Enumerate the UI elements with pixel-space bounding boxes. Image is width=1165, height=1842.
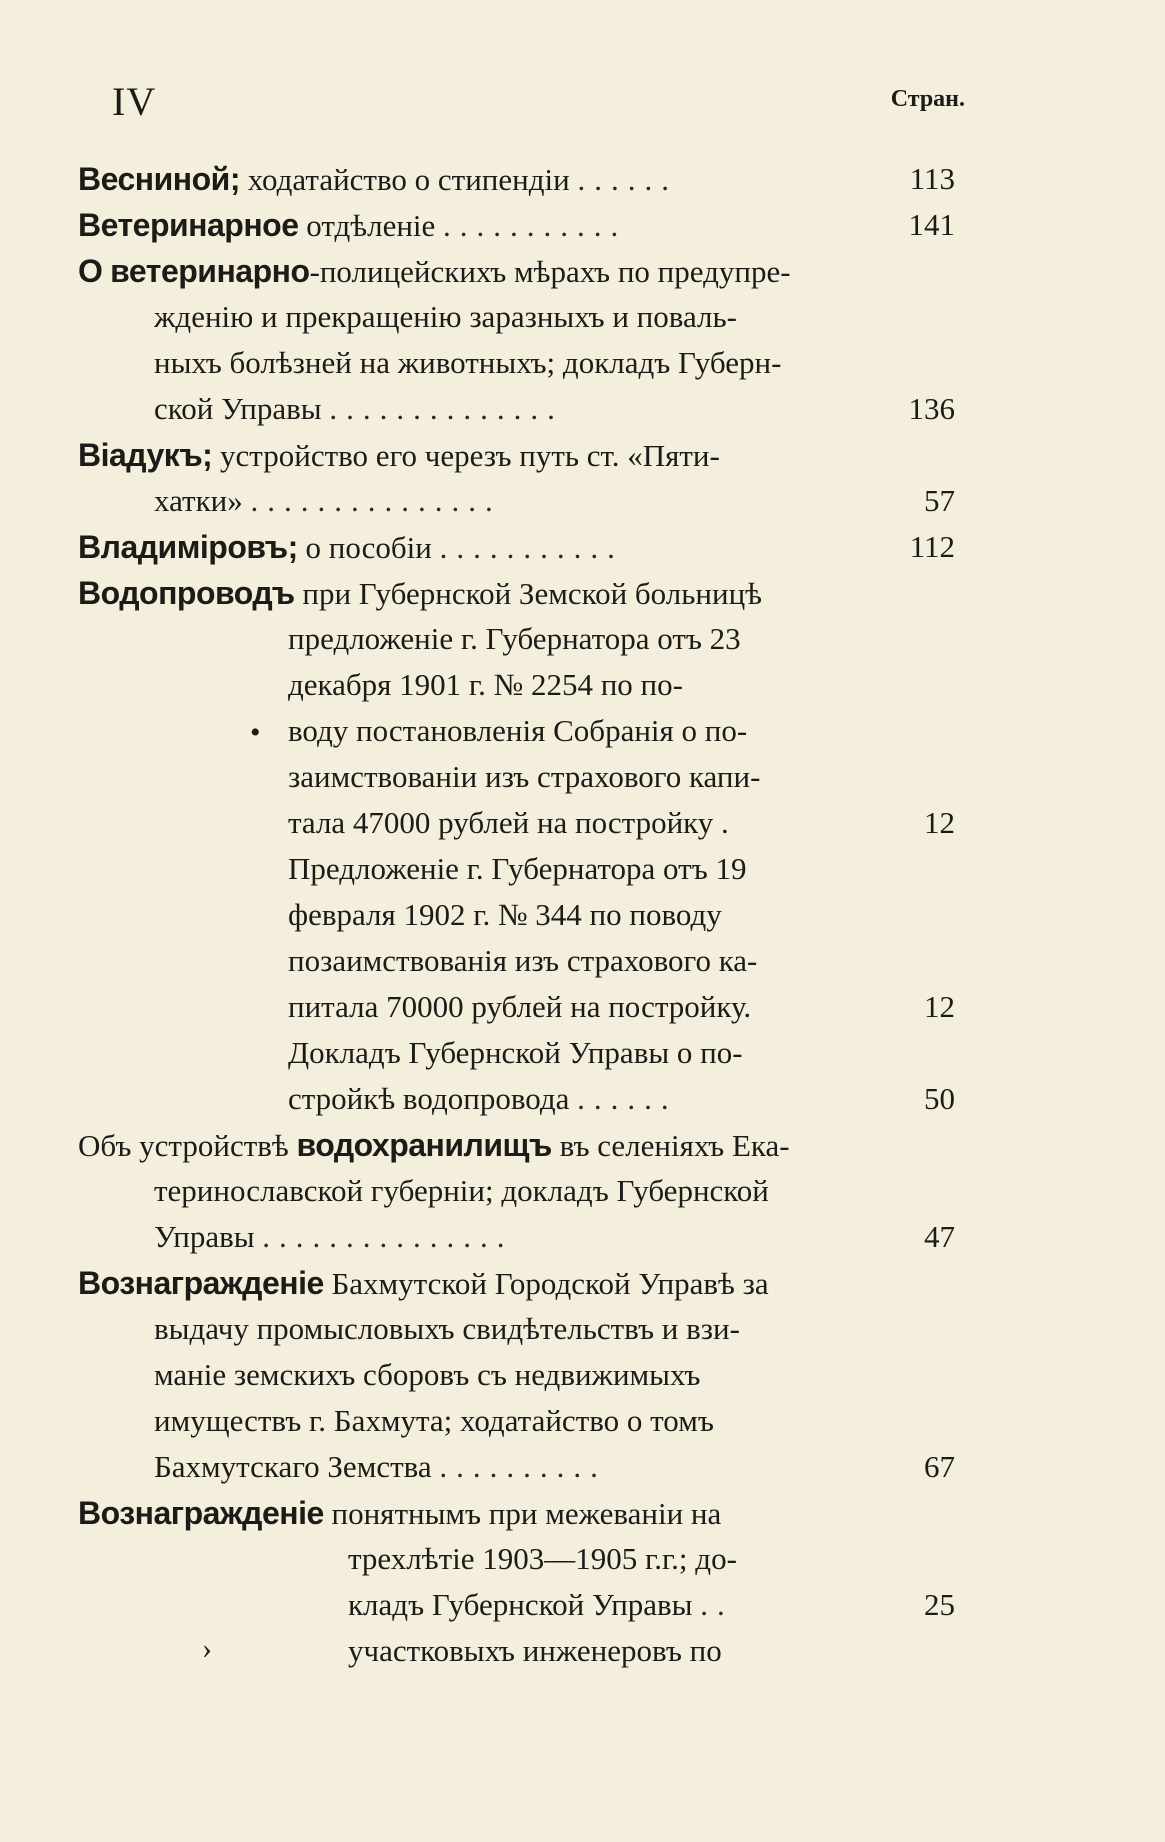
page-ref: 136 — [908, 391, 955, 426]
entry-text: Бахмутской Городской Управѣ за — [331, 1266, 769, 1301]
entry-continuation: воду постановленія Собранія о по- — [288, 713, 748, 748]
page-ref: 141 — [908, 207, 955, 242]
page-number-roman: IV — [112, 79, 157, 124]
entry-continuation: выдачу промысловыхъ свидѣтельствъ и взи- — [154, 1311, 740, 1346]
entry-continuation: Докладъ Губернской Управы о по- — [288, 1035, 743, 1070]
page-ref: 25 — [924, 1587, 955, 1622]
entry-text: хатки» — [154, 483, 243, 518]
entry-keyword: Вознагражденіе — [78, 1265, 324, 1301]
column-label: Стран. — [890, 86, 965, 112]
entry-text: понятнымъ при межеваніи на — [331, 1496, 722, 1531]
entry-text: Бахмутскаго Земства — [154, 1449, 432, 1484]
leader-dots: ........... — [443, 208, 628, 243]
entry-keyword: Ветеринарное — [78, 207, 299, 243]
entry-continuation: тала 47000 рублей на постройку . — [288, 805, 729, 840]
entry-continuation: февраля 1902 г. № 344 по поводу — [288, 897, 722, 932]
leader-dots: ............... — [262, 1219, 514, 1254]
leader-dots: ............... — [250, 483, 502, 518]
page-ref: 57 — [924, 483, 955, 518]
leader-dots: ...... — [577, 162, 678, 197]
entry-keyword: Весниной; — [78, 161, 240, 197]
ditto-mark: › — [202, 1632, 212, 1665]
entry-text: въ селеніяхъ Ека- — [559, 1128, 790, 1163]
entry-text: Управы — [154, 1219, 255, 1254]
entry-keyword: Водопроводъ — [78, 575, 295, 611]
page-ref: 47 — [924, 1219, 955, 1254]
entry-line — [78, 202, 627, 248]
entry-text: устройство его черезъ путь ст. «Пяти- — [220, 438, 720, 473]
entry-line — [78, 524, 624, 570]
entry-continuation: имуществъ г. Бахмута; ходатайство о томъ — [154, 1403, 714, 1438]
entry-continuation — [288, 1076, 678, 1122]
entry-text: стройкѣ водопровода — [288, 1081, 570, 1116]
page-ref: 113 — [909, 161, 955, 196]
entry-prefix: О — [78, 253, 103, 289]
entry-keyword: Вознагражденіе — [78, 1495, 324, 1531]
entry-continuation: позаимствованія изъ страхового ка- — [288, 943, 758, 978]
page-ref: 50 — [924, 1081, 955, 1116]
entry-line — [78, 570, 762, 616]
page-ref: 112 — [909, 529, 955, 564]
bullet-mark: • — [250, 716, 261, 749]
leader-dots: .. — [700, 1587, 734, 1622]
entry-text: -полицейскихъ мѣрахъ по предупре- — [309, 254, 791, 289]
entry-continuation: жденію и прекращенію заразныхъ и поваль- — [154, 299, 737, 334]
entry-continuation: предложеніе г. Губернатора отъ 23 — [288, 621, 741, 656]
entry-text: о пособіи — [305, 530, 432, 565]
entry-text: кладъ Губернской Управы — [348, 1587, 693, 1622]
entry-keyword: Владиміровъ; — [78, 529, 298, 565]
entry-keyword: Віадукъ; — [78, 437, 213, 473]
page-ref: 12 — [924, 805, 955, 840]
entry-continuation — [154, 1444, 607, 1490]
entry-continuation: маніе земскихъ сборовъ съ недвижимыхъ — [154, 1357, 701, 1392]
leader-dots: ........... — [439, 530, 624, 565]
page-ref: 67 — [924, 1449, 955, 1484]
entry-line — [78, 1122, 790, 1168]
leader-dots: .......... — [439, 1449, 607, 1484]
entry-continuation: трехлѣтіе 1903—1905 г.г.; до- — [348, 1541, 737, 1576]
entry-line — [78, 1490, 721, 1536]
entry-keyword: водохранилищъ — [296, 1127, 552, 1163]
entry-continuation: питала 70000 рублей на постройку. — [288, 989, 752, 1024]
entry-keyword: ветеринарно — [110, 253, 310, 289]
entry-text: ходатайство о стипендіи — [247, 162, 570, 197]
entry-continuation: теринославской губерніи; докладъ Губернской — [154, 1173, 769, 1208]
entry-continuation — [154, 1214, 514, 1260]
leader-dots: .............. — [329, 391, 564, 426]
entry-line — [78, 248, 791, 294]
leader-dots: ...... — [577, 1081, 678, 1116]
entry-continuation — [348, 1582, 734, 1628]
entry-text: отдѣленіе — [306, 208, 436, 243]
entry-continuation: декабря 1901 г. № 2254 по по- — [288, 667, 683, 702]
entry-continuation: ныхъ болѣзней на животныхъ; докладъ Губерн- — [154, 345, 782, 380]
entry-line — [78, 156, 678, 202]
entry-text: ской Управы — [154, 391, 322, 426]
page-ref: 12 — [924, 989, 955, 1024]
entry-continuation — [154, 478, 502, 524]
entry-continuation — [154, 386, 564, 432]
entry-continuation: участковыхъ инженеровъ по — [348, 1633, 722, 1668]
entry-continuation: заимствованіи изъ страхового капи- — [288, 759, 761, 794]
entry-line — [78, 432, 720, 478]
entry-line — [78, 1260, 769, 1306]
entry-text: при Губернской Земской больницѣ — [302, 576, 762, 611]
entry-continuation: Предложеніе г. Губернатора отъ 19 — [288, 851, 747, 886]
entry-prefix: Объ устройствѣ — [78, 1128, 289, 1163]
